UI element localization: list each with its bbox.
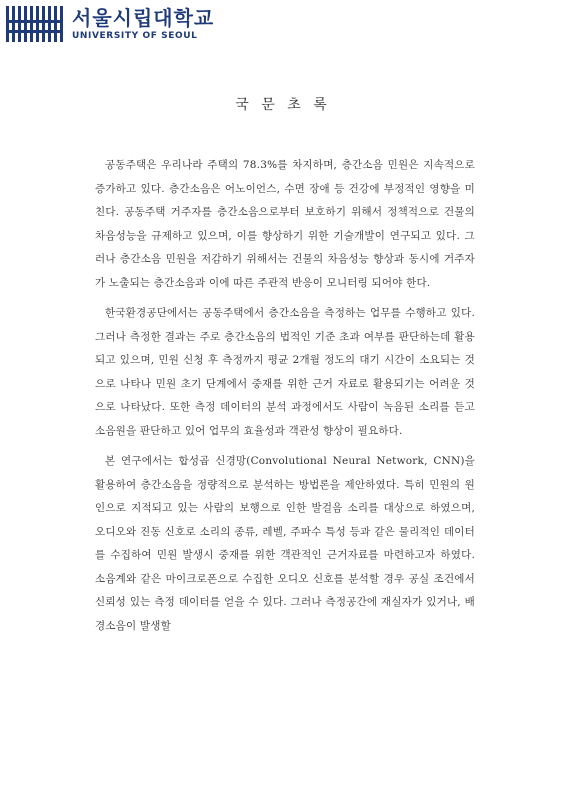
abstract-body <box>95 154 475 645</box>
logo-english-name: UNIVERSITY OF SEOUL <box>72 31 198 41</box>
logo-korean-name: 서울시립대학교 <box>72 6 215 30</box>
logo-wordmark <box>72 7 214 41</box>
abstract-paragraph-3: 본 연구에서는 합성곱 신경망(Convolutional Neural Network, CNN)을 활용하여 층간소음을 정량적으로 분석하는 방법론을 제안하였다. 특히 민원의 원인으로 지적되고 있는 사람의 보행으로 인한 발걸음 소리를 대상으로 하였으며, 오디오와 진동 신호로 소리의 종류, 레벨, 주파수 특성 등과 같은 물리적인 데이터를 수집하여 민원 발생시 중재를 위한 객관적인 근거자료를 마련하고자 하였다. 소음계와 같은 마이크로폰으로 수집한 오디오 신호를 분석할 경우 공실 조건에서 신뢰성 있는 측정 데이터를 얻을 수 있다. 그러나 측정공간에 재실자가 있거나, 배경소음이 발생할 <box>95 455 475 632</box>
university-emblem-icon <box>6 6 64 42</box>
abstract-paragraph-1: 공동주택은 우리나라 주택의 78.3%를 차지하며, 층간소음 민원은 지속적으로 증가하고 있다. 층간소음은 어노이언스, 수면 장애 등 건강에 부정적인 영향을 미친다. 공동주택 거주자를 층간소음으로부터 보호하기 위해서 정책적으로 건물의 차음성능을 규제하고 있으며, 이를 향상하기 위한 기술개발이 연구되고 있다. 그러나 층간소음 민원을 저감하기 위해서는 건물의 차음성능 향상과 동시에 거주자가 노출되는 층간소음과 이에 따른 주관적 반응이 모니터링 되어야 한다. <box>95 159 475 289</box>
abstract-title: 국 문 초 록 <box>235 97 331 113</box>
university-logo <box>6 6 214 42</box>
abstract-paragraph-2: 한국환경공단에서는 공동주택에서 층간소음을 측정하는 업무를 수행하고 있다. 그러나 측정한 결과는 주로 층간소음의 법적인 기준 초과 여부를 판단하는데 활용되고 있으며, 민원 신청 후 측정까지 평균 2개월 정도의 대기 시간이 소요되는 것으로 나타나 민원 초기 단계에서 중재를 위한 근거 자료로 활용되기는 어려운 것으로 나타났다. 또한 측정 데이터의 분석 과정에서도 사람이 녹음된 소리를 듣고 소음원을 판단하고 있어 업무의 효율성과 객관성 향상이 필요하다. <box>95 307 475 437</box>
